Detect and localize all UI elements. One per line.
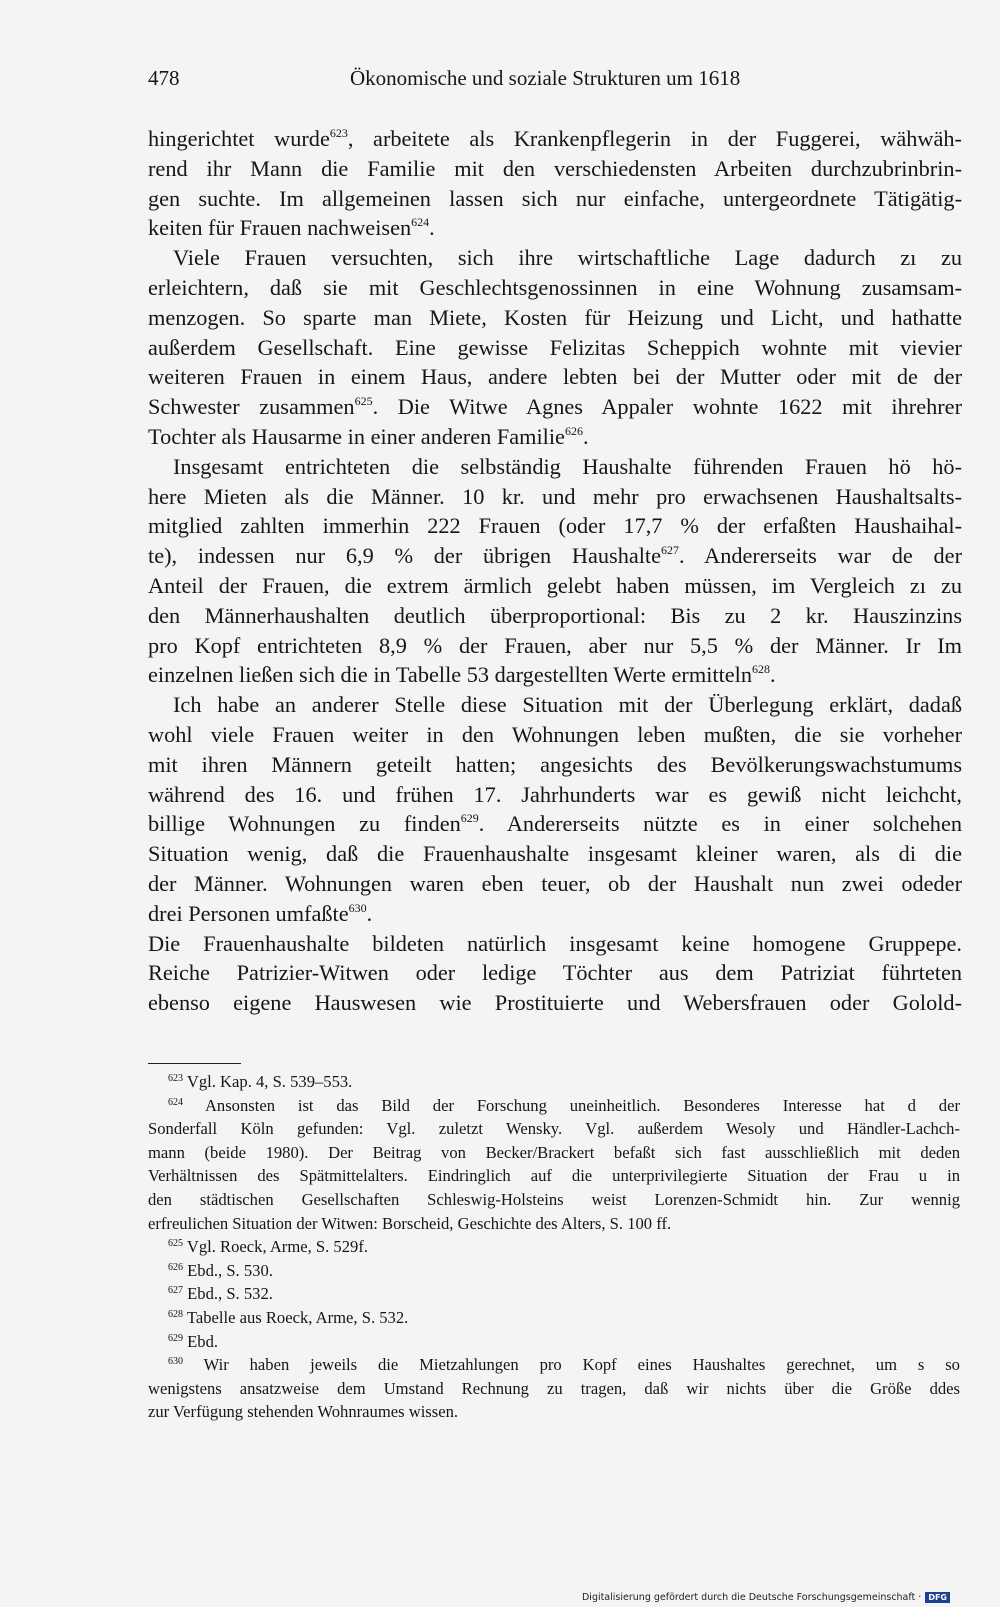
line-text: zur Verfügung stehenden Wohnraumes wissen. xyxy=(148,1402,459,1422)
line-text: der Männer. Wohnungen waren eben teuer, ob der Haushalt nun zwei odeder xyxy=(148,870,962,896)
line-text: Insgesamt entrichteten die selbständig Haushalte führenden Frauen hö hö- xyxy=(173,453,962,479)
line-text: Anteil der Frauen, die extrem ärmlich gelebt haben müssen, im Vergleich zı zu xyxy=(148,572,962,598)
line-text-continued: . xyxy=(770,662,776,688)
line-text: Ebd., S. 532. xyxy=(187,1284,273,1304)
footnote-reference: 625 xyxy=(354,394,373,409)
line-text: wohl viele Frauen weiter in den Wohnungen leben mußten, die sie vorheher xyxy=(148,721,962,747)
footnote-line xyxy=(148,1282,960,1306)
text-line xyxy=(148,750,962,780)
line-text: den Männerhaushalten deutlich überproportional: Bis zu 2 kr. Hauszinzins xyxy=(148,602,962,628)
line-text: Wir haben jeweils die Mietzahlungen pro Kopf eines Haushaltes gerechnet, um s so xyxy=(203,1355,960,1375)
line-text-continued: , arbeitete als Krankenpflegerin in der Fuggerei, wähwäh- xyxy=(347,126,962,151)
footnote-line xyxy=(148,1306,960,1330)
line-text: menzogen. So sparte man Miete, Kosten für Heizung und Licht, und hathatte xyxy=(148,304,962,330)
line-text: während des 16. und frühen 17. Jahrhunderts war es gewiß nicht leichcht, xyxy=(148,781,962,807)
footnote-number: 627 xyxy=(168,1285,183,1297)
text-line xyxy=(148,571,962,601)
footnote-line xyxy=(148,1117,960,1141)
text-line xyxy=(148,601,962,631)
page-number: 478 xyxy=(148,66,180,90)
text-line xyxy=(148,899,962,929)
footnote-line xyxy=(148,1070,960,1094)
footnote-line xyxy=(148,1235,960,1259)
funding-text: Digitalisierung gefördert durch die Deutsche Forschungsgemeinschaft · xyxy=(581,1592,922,1603)
text-line xyxy=(148,333,962,363)
text-line xyxy=(148,124,962,154)
text-line xyxy=(148,541,962,571)
footnote-number: 630 xyxy=(168,1356,183,1368)
line-text-continued: . xyxy=(429,215,435,241)
line-text: keiten für Frauen nachweisen xyxy=(148,215,412,241)
line-text: te), indessen nur 6,9 % der übrigen Haushalte xyxy=(148,543,662,569)
footnotes xyxy=(148,1070,960,1424)
text-line xyxy=(148,511,962,541)
footnote-reference: 630 xyxy=(348,900,367,915)
line-text: Tochter als Hausarme in einer anderen Familie xyxy=(148,423,565,449)
text-line xyxy=(148,482,962,512)
line-text: billige Wohnungen zu finden xyxy=(148,811,461,837)
text-line xyxy=(148,958,962,988)
line-text-continued: . xyxy=(366,900,373,926)
footnote-reference: 624 xyxy=(411,215,430,230)
line-text: außerdem Gesellschaft. Eine gewisse Felizitas Scheppich wohnte mit vievier xyxy=(148,334,962,360)
footnote-number: 625 xyxy=(168,1238,183,1250)
footnote-reference: 623 xyxy=(329,126,348,140)
line-text-continued: . Andererseits nützte es in einer solchehen xyxy=(478,811,962,837)
line-text: wenigstens ansatzweise dem Umstand Rechnung zu tragen, daß wir nichts über die Größe ddes xyxy=(148,1378,960,1398)
text-line xyxy=(148,988,962,1018)
line-text: Vgl. Kap. 4, S. 539–553. xyxy=(186,1072,353,1091)
text-line xyxy=(148,839,962,869)
line-text: pro Kopf entrichteten 8,9 % der Frauen, aber nur 5,5 % der Männer. Ir Im xyxy=(148,632,962,658)
text-line xyxy=(148,869,962,899)
text-line xyxy=(148,631,962,661)
line-text: Viele Frauen versuchten, sich ihre wirtschaftliche Lage dadurch zı zu xyxy=(173,245,962,271)
line-text: Verhältnissen des Spätmittelalters. Eindringlich auf die unterprivilegierte Situation der Frau u in xyxy=(148,1166,960,1186)
text-line xyxy=(148,660,962,690)
text-line xyxy=(148,362,962,392)
line-text: Tabelle aus Roeck, Arme, S. 532. xyxy=(186,1307,409,1327)
line-text: here Mieten als die Männer. 10 kr. und mehr pro erwachsenen Haushaltsalts- xyxy=(148,483,962,509)
text-line xyxy=(148,184,962,214)
footnote-line xyxy=(148,1188,960,1212)
line-text: drei Personen umfaßte xyxy=(148,900,349,926)
line-text-continued: . xyxy=(582,423,589,449)
footnote-number: 626 xyxy=(168,1261,183,1273)
line-text: Die Frauenhaushalte bildeten natürlich insgesamt keine homogene Gruppepe. xyxy=(148,930,962,956)
line-text: erleichtern, daß sie mit Geschlechtsgenossinnen in eine Wohnung zusamsam- xyxy=(148,274,962,300)
footnote-line xyxy=(148,1377,960,1401)
line-text: den städtischen Gesellschaften Schleswig-Holsteins weist Lorenzen-Schmidt hin. Zur wennig xyxy=(148,1189,960,1209)
text-line xyxy=(148,780,962,810)
footnote-reference: 628 xyxy=(752,662,771,677)
line-text: Schwester zusammen xyxy=(148,394,355,420)
footnote-number: 628 xyxy=(168,1308,183,1320)
footnote-number: 629 xyxy=(168,1332,183,1344)
line-text: Ebd., S. 530. xyxy=(187,1260,273,1280)
text-line xyxy=(148,273,962,303)
text-line xyxy=(148,452,962,482)
text-line xyxy=(148,303,962,333)
line-text: Vgl. Roeck, Arme, S. 529f. xyxy=(186,1237,368,1257)
running-head: Ökonomische und soziale Strukturen um 1618 xyxy=(350,66,741,90)
line-text: Reiche Patrizier-Witwen oder ledige Töchter aus dem Patriziat führteten xyxy=(148,960,962,986)
footnote-reference: 626 xyxy=(564,423,583,438)
line-text: rend ihr Mann die Familie mit den verschiedensten Arbeiten durchzubrinbrin- xyxy=(148,155,962,181)
text-line xyxy=(148,243,962,273)
footnote-number: 624 xyxy=(168,1096,183,1108)
line-text-continued: . Die Witwe Agnes Appaler wohnte 1622 mit ihrehrer xyxy=(372,394,962,420)
page-header xyxy=(148,66,958,96)
footnote-number: 623 xyxy=(168,1073,183,1084)
line-text: mitglied zahlten immerhin 222 Frauen (oder 17,7 % der erfaßten Haushaihal- xyxy=(148,513,962,539)
text-line xyxy=(148,213,962,243)
text-line xyxy=(148,929,962,959)
text-line xyxy=(148,154,962,184)
footnote-line xyxy=(148,1141,960,1165)
footnote-line xyxy=(148,1353,960,1377)
footnote-line xyxy=(148,1212,960,1236)
line-text: gen suchte. Im allgemeinen lassen sich nur einfache, untergeordnete Tätigätig- xyxy=(148,185,962,211)
line-text: mann (beide 1980). Der Beitrag von Becker/Brackert befaßt sich fast ausschließlich mit deden xyxy=(148,1142,960,1162)
line-text: einzelnen ließen sich die in Tabelle 53 dargestellten Werte ermitteln xyxy=(148,662,753,688)
text-line xyxy=(148,690,962,720)
footnote-line xyxy=(148,1094,960,1118)
footnote-rule xyxy=(148,1063,241,1064)
line-text: Ich habe an anderer Stelle diese Situation mit der Überlegung erklärt, dadaß xyxy=(173,692,962,718)
line-text: Sonderfall Köln gefunden: Vgl. zuletzt Wensky. Vgl. außerdem Wesoly und Händler-Lachch- xyxy=(148,1119,960,1139)
text-line xyxy=(148,422,962,452)
footnote-line xyxy=(148,1164,960,1188)
footnote-line xyxy=(148,1400,960,1424)
dfg-logo: DFG xyxy=(925,1592,950,1603)
line-text: ebenso eigene Hauswesen wie Prostituierte und Webersfrauen oder Golold- xyxy=(148,990,962,1016)
footnote-reference: 627 xyxy=(661,543,680,558)
text-line xyxy=(148,392,962,422)
footnote-line xyxy=(148,1330,960,1354)
footnote-line xyxy=(148,1259,960,1283)
line-text: Ansonsten ist das Bild der Forschung uneinheitlich. Besonderes Interesse hat d der xyxy=(204,1095,960,1115)
text-line xyxy=(148,809,962,839)
text-line xyxy=(148,720,962,750)
body-text xyxy=(148,124,962,1018)
line-text: weiteren Frauen in einem Haus, andere lebten bei der Mutter oder mit de der xyxy=(148,364,962,390)
line-text: erfreulichen Situation der Witwen: Borscheid, Geschichte des Alters, S. 100 ff. xyxy=(148,1213,672,1233)
funding-line xyxy=(582,1592,950,1603)
footnote-reference: 629 xyxy=(460,811,479,826)
line-text: Ebd. xyxy=(187,1331,219,1351)
line-text: hingerichtet wurde xyxy=(148,126,330,151)
line-text: mit ihren Männern geteilt hatten; angesichts des Bevölkerungswachstumums xyxy=(148,751,962,777)
line-text: Situation wenig, daß die Frauenhaushalte insgesamt kleiner waren, als di die xyxy=(148,841,962,867)
line-text-continued: . Andererseits war de der xyxy=(679,543,962,569)
